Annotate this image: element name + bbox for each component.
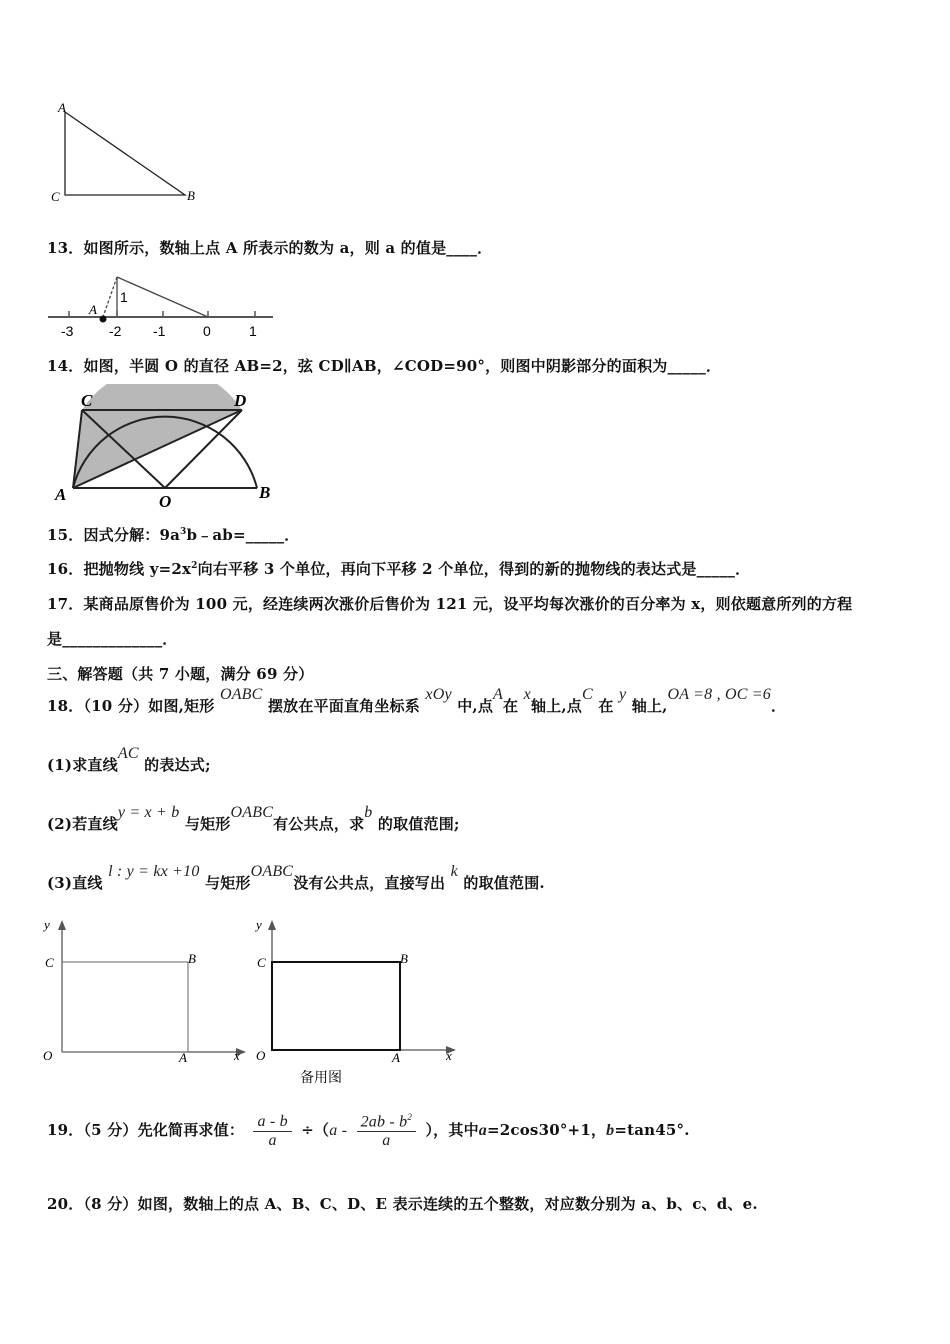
question-15 [47,524,299,545]
label-a: A [392,1050,400,1065]
semicircle-figure [45,384,285,512]
rectangle-figure [40,912,255,1067]
fraction-1-denominator: a [268,1131,277,1149]
origin-label: O [256,1048,266,1063]
label-b: B [187,188,195,203]
axis-x-label: x [446,1048,452,1063]
math-line-k: l : y = kx +10 [108,863,200,880]
question-19 [47,1112,690,1150]
q18-text: 轴上, [631,697,668,715]
tick-label: -1 [153,323,166,339]
tick-label: -3 [61,323,74,339]
question-18-part-2 [47,804,460,845]
math-oabc: OABC [250,863,294,880]
q18-text: 18．（10 分）如图,矩形 [47,697,215,715]
question-18-part-3 [47,863,545,904]
math-y: y [618,686,627,703]
q15-superscript: 3 [180,527,187,537]
label-b: B [188,951,196,966]
part-text: 与矩形 [184,815,231,833]
part-text: 的表达式; [144,756,211,774]
q18-text: 轴上,点 [530,697,582,715]
label-a: A [179,1050,187,1065]
math-a-minus: a - [329,1122,348,1140]
origin-label: O [43,1048,53,1063]
fraction-2-exponent: 2 [407,1112,413,1122]
math-line-b: y = x + b [117,804,180,821]
label-c: C [45,955,54,970]
question-13: 13．如图所示，数轴上点 A 所表示的数为 a，则 a 的值是____． [47,239,493,257]
label-b: B [259,483,271,502]
fraction-1-numerator: a - b [253,1113,291,1132]
label-o: O [159,492,172,511]
math-oabc: OABC [219,686,263,703]
number-line-figure [45,266,280,344]
q18-text: 摆放在平面直角坐标系 [267,697,420,715]
tick-label: -2 [109,323,122,339]
label-d: D [234,391,247,410]
question-20: 20．（8 分）如图，数轴上的点 A、B、C、D、E 表示连续的五个整数，对应数分别为 a、b、c、d、e. [47,1195,758,1213]
q18-text: 中,点 [457,697,494,715]
label-c: C [51,189,60,204]
label-c: C [81,391,93,410]
math-a: A [493,686,504,703]
triangle-figure [45,100,205,210]
label-a: A [55,485,67,504]
q18-text: 在 [503,697,519,715]
part-text: 没有公共点，直接写出 [293,874,446,892]
height-label: 1 [120,289,128,305]
question-18-part-1 [47,745,211,786]
math-oabc: OABC [230,804,274,821]
backup-rectangle-figure [250,912,465,1087]
axis-y-label: y [256,917,262,932]
math-x: x [523,686,531,703]
math-xoy: xOy [425,686,452,703]
part-text: (2)若直线 [47,815,118,833]
math-k: k [450,863,458,880]
q19-text: 19．（5 分）先化简再求值： [47,1121,245,1140]
label-c: C [257,955,266,970]
fraction-2-denominator: a [382,1132,391,1150]
q16-suffix: 向右平移 3 个单位，再向下平移 2 个单位，得到的新的抛物线的表达式是_____． [197,560,751,578]
question-17-line1: 17．某商品原售价为 100 元，经连续两次涨价后售价为 121 元，设平均每次涨价的百分率为 x，则依题意所列的方程 [47,595,853,613]
tick-label: 1 [249,323,257,339]
part-text: (1)求直线 [47,756,118,774]
label-b: B [400,951,408,966]
math-b: b [364,804,373,821]
question-17-line2: 是_____________． [47,630,178,648]
fraction-2 [357,1112,416,1150]
math-ac: AC [117,745,139,762]
q18-text: ． [771,697,787,715]
math-b: b [606,1122,615,1140]
q19-text: =tan45°. [614,1121,690,1140]
question-14: 14．如图，半圆 O 的直径 AB=2，弦 CD∥AB，∠COD=90°，则图中阴影部分的面积为_____． [47,357,722,375]
point-a-label: A [89,302,97,317]
q16-superscript: 2 [191,561,198,571]
q19-text: =2cos30°+1， [486,1121,607,1140]
question-16 [47,558,750,579]
q18-text: 在 [598,697,614,715]
axis-x-label: x [234,1048,240,1063]
fraction-2-numerator [357,1112,416,1132]
q19-text: ），其中 [425,1121,479,1140]
section-heading: 三、解答题（共 7 小题，满分 69 分） [47,665,314,683]
q15-prefix: 15．因式分解：9a [47,526,181,544]
part-text: (3)直线 [47,874,103,892]
q15-suffix: b﹣ab=_____． [186,526,300,544]
part-text: 有公共点，求 [273,815,365,833]
point-a-dot [100,316,107,323]
q16-prefix: 16．把抛物线 y=2x [47,560,192,578]
q19-text: ÷（ [301,1121,330,1140]
tick-label: 0 [203,323,211,339]
math-a: a [478,1122,487,1140]
part-text: 与矩形 [205,874,251,892]
fraction-2-numerator-text: 2ab - b [360,1113,408,1131]
fraction-1 [253,1113,291,1150]
math-oa-oc: OA =8 , OC =6 [667,686,771,703]
label-a: A [58,100,66,115]
part-text: 的取值范围. [463,874,545,892]
math-c: C [582,686,593,703]
axis-y-label: y [44,917,50,932]
question-18 [47,686,786,727]
figure-caption: 备用图 [300,1069,342,1085]
part-text: 的取值范围; [377,815,460,833]
